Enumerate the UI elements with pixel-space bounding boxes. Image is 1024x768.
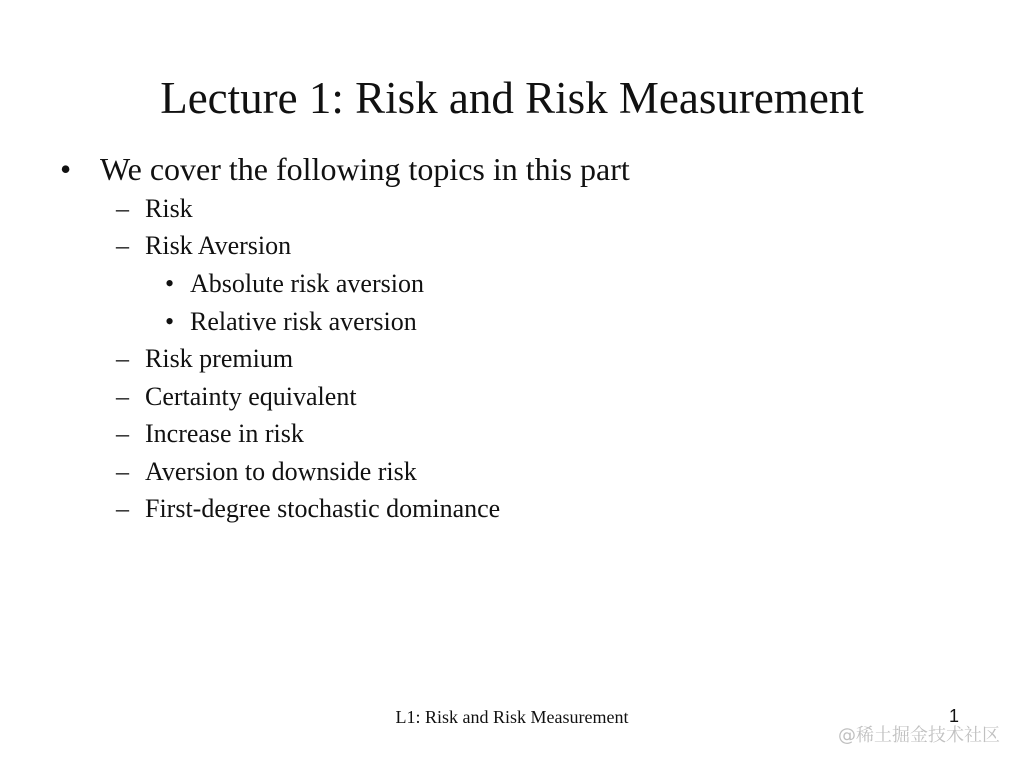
list-item-label: Aversion to downside risk xyxy=(145,457,417,486)
bullet-main-text: We cover the following topics in this part xyxy=(100,151,630,187)
dash-marker: – xyxy=(116,231,129,260)
bullet-marker: • xyxy=(165,269,175,298)
dash-marker: – xyxy=(116,494,129,523)
bullet-marker: • xyxy=(165,307,175,336)
bullet-marker: • xyxy=(60,151,72,187)
dash-marker: – xyxy=(116,457,129,486)
page-number: 1 xyxy=(949,706,960,726)
list-item-label: Risk xyxy=(145,194,193,223)
slide-title: Lecture 1: Risk and Risk Measurement xyxy=(160,73,864,123)
sub-item-label: Relative risk aversion xyxy=(190,307,417,336)
list-item-label: Risk premium xyxy=(145,344,294,373)
list-item-label: First-degree stochastic dominance xyxy=(145,494,501,523)
list-item-label: Risk Aversion xyxy=(145,231,292,260)
dash-marker: – xyxy=(116,382,129,411)
list-item-label: Increase in risk xyxy=(145,419,304,448)
slide-footer: L1: Risk and Risk Measurement xyxy=(395,707,629,727)
list-item-label: Certainty equivalent xyxy=(145,382,357,411)
sub-item-label: Absolute risk aversion xyxy=(190,269,424,298)
dash-marker: – xyxy=(116,344,129,373)
dash-marker: – xyxy=(116,419,129,448)
dash-marker: – xyxy=(116,194,129,223)
watermark: @稀土掘金技术社区 xyxy=(838,725,1000,746)
